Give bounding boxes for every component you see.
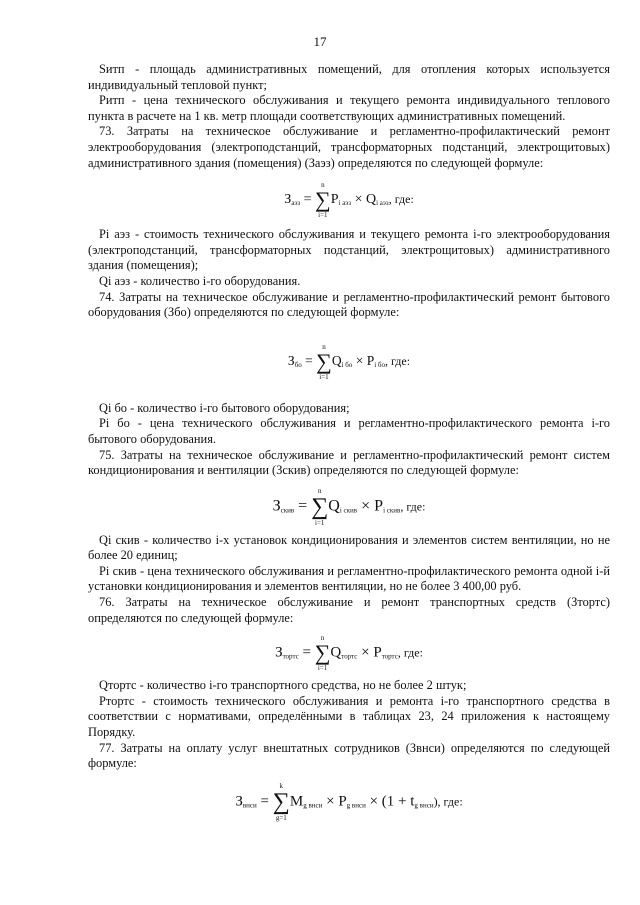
formula-74-t1-sub: i бо bbox=[341, 360, 353, 369]
formula-75: $З_{скив}$ = n ∑ i=1 $Q_{i скив} \times P_{i скив}$, где: bbox=[272, 486, 426, 527]
paragraph-s-itp: Sитп - площадь административных помещений, для отопления которых используется индивидуальный тепловой пункт; bbox=[88, 62, 610, 92]
formula-73-t1-sub: i аэз bbox=[338, 199, 352, 208]
formula-75-lower: i=1 bbox=[315, 518, 325, 527]
formula-73-upper: n bbox=[321, 181, 325, 190]
formula-77-sum bbox=[273, 782, 290, 822]
paragraph-76-p: Pтортс - стоимость технического обслуживания и ремонта i-го транспортного средства в соответствии с нормативами, определёнными в таблицах 23, 24 приложения к настоящему Порядку. bbox=[88, 693, 610, 740]
sigma-symbol: ∑ bbox=[311, 493, 329, 520]
formula-73-sum bbox=[315, 181, 331, 219]
formula-77-lhs-sub: внси bbox=[242, 801, 257, 810]
paragraph-p-itp: Pитп - цена технического обслуживания и текущего ремонта индивидуального теплового пункта в расчете на 1 кв. метр площади соответствующих административных помещений. bbox=[88, 93, 610, 123]
formula-75-upper: n bbox=[317, 486, 322, 495]
formula-75-lhs: З bbox=[272, 497, 281, 515]
paragraph-73-p: Pі аэз - стоимость технического обслуживания и текущего ремонта i-го электрооборудования (электроподстанций, трансформаторных подстанций, электрощитовых) административного здания (помещения); bbox=[88, 227, 610, 273]
formula-77-t2-sub: g внси bbox=[346, 801, 366, 810]
paragraph-75-q: Qі скив - количество i-х установок кондиционирования и элементов систем вентиляции, но не более 20 единиц; bbox=[88, 532, 610, 563]
formula-75-t1: Q bbox=[328, 497, 340, 515]
formula-77-t1-sub: g внси bbox=[303, 801, 323, 810]
formula-75-t2-sub: i скив bbox=[383, 506, 401, 515]
formula-74-t2-sub: i бо bbox=[374, 360, 385, 369]
page-content bbox=[88, 62, 610, 822]
formula-77: $З_{внси}$ = k ∑ g=1 $M_{g внси} \times P_{g внси} \times (1 + t_{g внси})$, где: bbox=[235, 781, 463, 822]
formula-77-t2: P bbox=[338, 793, 347, 810]
sigma-symbol: ∑ bbox=[315, 187, 331, 213]
formula-75-op: × bbox=[361, 497, 371, 515]
formula-76-lhs: З bbox=[275, 644, 283, 661]
sigma-symbol: ∑ bbox=[314, 640, 331, 666]
page-number: 17 bbox=[313, 34, 327, 49]
formula-75-sum bbox=[311, 487, 328, 527]
formula-74-sum bbox=[316, 343, 332, 381]
sigma-symbol: ∑ bbox=[272, 788, 290, 815]
formula-74-t1: Q bbox=[331, 352, 342, 368]
formula-74-lhs: З bbox=[287, 352, 295, 368]
paragraph-75-p: Pі скив - цена технического обслуживания и регламентно-профилактического ремонта одной i-й установки кондиционирования и элементов вентиляции, но не более 3 400,00 руб. bbox=[88, 563, 610, 594]
formula-73-lower: i=1 bbox=[318, 211, 328, 220]
formula-74-upper: n bbox=[322, 342, 326, 351]
formula-74-lower: i=1 bbox=[319, 372, 329, 381]
paragraph-74-q: Qі бо - количество i-го бытового оборудования; bbox=[99, 400, 350, 415]
formula-76: $З_{тортс}$ = n ∑ i=1 $Q_{тортс} \times P_{тортс}$, где: bbox=[275, 634, 423, 673]
formula-77-t1: M bbox=[289, 793, 304, 810]
formula-74-tail: , где: bbox=[384, 353, 411, 368]
formula-73-t2: Q bbox=[365, 192, 377, 208]
paragraph-74: 74. Затраты на техническое обслуживание и регламентно-профилактический ремонт бытового оборудования (Збо) определяются по следующей формуле: bbox=[88, 289, 610, 320]
formula-77-lower: g=1 bbox=[275, 813, 287, 822]
sigma-symbol: ∑ bbox=[316, 348, 332, 374]
formula-77-t3: × (1 + t bbox=[369, 793, 415, 810]
paragraph-77: 77. Затраты на оплату услуг внештатных сотрудников (Звнси) определяются по следующей формуле: bbox=[88, 740, 610, 771]
formula-76-tail: , где: bbox=[397, 645, 423, 660]
formula-73-lhs: З bbox=[284, 192, 292, 208]
formula-76-lower: i=1 bbox=[317, 664, 328, 673]
formula-76-op: × bbox=[361, 644, 370, 661]
formula-76-lhs-sub: тортс bbox=[282, 652, 299, 661]
paragraph-75: 75. Затраты на техническое обслуживание и регламентно-профилактический ремонт систем кондиционирования и вентиляции (Зскив) определяются по следующей формуле: bbox=[88, 447, 610, 478]
formula-77-op: × bbox=[326, 793, 335, 810]
formula-76-t1: Q bbox=[330, 644, 342, 661]
formula-75-lhs-sub: скив bbox=[280, 506, 295, 515]
paragraph-73-q: Qі аэз - количество i-го оборудования. bbox=[99, 273, 301, 288]
formula-76-t1-sub: тортс bbox=[341, 652, 358, 661]
formula-73-t1: P bbox=[330, 192, 339, 208]
paragraph-73: 73. Затраты на техническое обслуживание и регламентно-профилактический ремонт электрооборудования (электроподстанций, трансформаторных подстанций, электрощитовых) административного здания (помещения) (Заэз) определяются по следующей формуле: bbox=[88, 124, 610, 170]
formula-77-t3-sub: g внси bbox=[414, 801, 434, 810]
formula-75-t2: P bbox=[374, 497, 384, 515]
formula-76-sum bbox=[315, 634, 331, 672]
paragraph-74-p: Pі бо - цена технического обслуживания и регламентно-профилактического ремонта i-го бытового оборудования. bbox=[88, 416, 610, 446]
paragraph-76-q: Qтортс - количество i-го транспортного средства, но не более 2 штук; bbox=[99, 678, 467, 693]
formula-74-t2: P bbox=[366, 352, 375, 368]
formula-77-lhs: З bbox=[235, 793, 243, 810]
formula-74-lhs-sub: бо bbox=[294, 360, 302, 369]
formula-73-tail: , где: bbox=[388, 192, 414, 207]
formula-74-op: × bbox=[355, 352, 364, 368]
formula-74: $З_{бо}$ = n ∑ i=1 $Q_{i бо} \times P_{i бо}$, где: bbox=[287, 342, 411, 381]
formula-76-upper: n bbox=[320, 634, 325, 643]
formula-73-lhs-sub: аэз bbox=[291, 199, 301, 208]
formula-75-t1-sub: i скив bbox=[339, 506, 358, 515]
formula-76-t2: P bbox=[373, 644, 382, 661]
paragraph-76: 76. Затраты на техническое обслуживание и ремонт транспортных средств (Зтортс) определяются по следующей формуле: bbox=[88, 595, 610, 625]
formula-73: $З_{аэз}$ = n ∑ i=1 $P_{i аэз} \times Q_{i аэз}$, где: bbox=[284, 181, 414, 220]
formula-77-upper: k bbox=[279, 781, 284, 790]
formula-77-tail: ), где: bbox=[433, 794, 463, 809]
formula-75-tail: , где: bbox=[400, 499, 426, 514]
formula-73-op: × bbox=[354, 192, 363, 208]
formula-73-t2-sub: i аэз bbox=[376, 199, 389, 208]
formula-76-t2-sub: тортс bbox=[381, 652, 398, 661]
